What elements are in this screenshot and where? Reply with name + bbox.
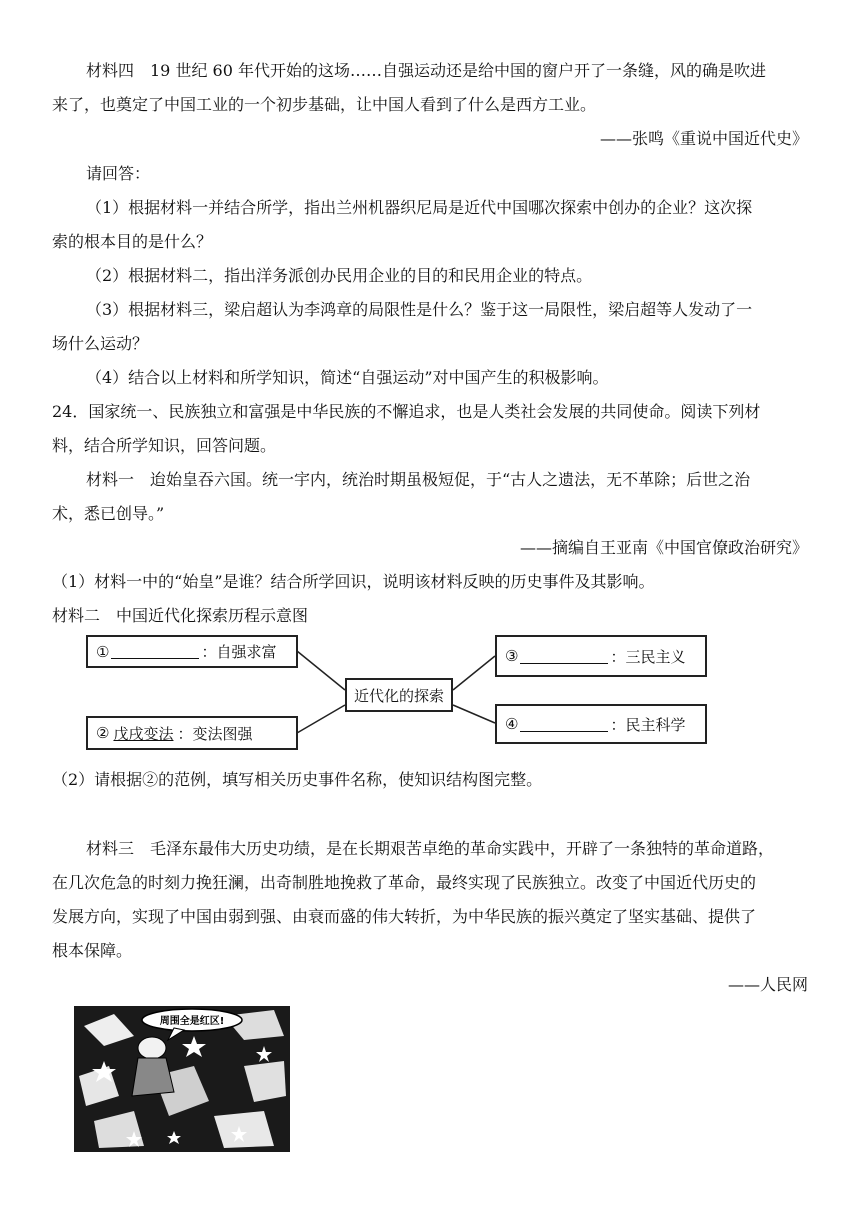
q24-material1-line1: 材料一 迨始皇吞六国。统一宇内，统治时期虽极短促，于“古人之遗法，无不革除；后世之治 (86, 470, 751, 489)
diagram-box-1 (86, 635, 298, 668)
q24-question2: （2）请根据②的范例，填写相关历史事件名称，使知识结构图完整。 (52, 770, 543, 789)
q24-material1-line2: 术，悉已创导。” (52, 504, 165, 523)
q24-material3-line3: 发展方向，实现了中国由弱到强、由衰而盛的伟大转折，为中华民族的振兴奠定了坚实基础、提供了 (52, 907, 757, 926)
q24-question1: （1）材料一中的“始皇”是谁？结合所学回识，说明该材料反映的历史事件及其影响。 (52, 572, 655, 591)
q23-2: （2）根据材料二，指出洋务派创办民用企业的目的和民用企业的特点。 (86, 266, 593, 285)
diagram-box-4 (495, 704, 707, 744)
box1-label: ：自强求富 (201, 643, 277, 661)
q24-material3-line1: 材料三 毛泽东最伟大历史功绩，是在长期艰苦卓绝的革命实践中，开辟了一条独特的革命道路， (86, 839, 775, 858)
cartoon-caption: 周围全是红区! (159, 1016, 225, 1027)
q24-material3-line4: 根本保障。 (52, 941, 133, 960)
q24-material1-source: ——摘编自王亚南《中国官僚政治研究》 (519, 538, 808, 557)
diagram-box-2 (86, 716, 298, 750)
box4-number: ④ (505, 715, 519, 733)
q23-3-line1: （3）根据材料三，梁启超认为李鸿章的局限性是什么？鉴于这一局限性，梁启超等人发动了一 (86, 300, 753, 319)
cartoon-drawing (74, 1006, 290, 1152)
q24-material3-line2: 在几次危急的时刻力挽狂澜，出奇制胜地挽救了革命，最终实现了民族独立。改变了中国近代历史的 (52, 873, 757, 892)
q23-4: （4）结合以上材料和所学知识，简述“自强运动”对中国产生的积极影响。 (86, 368, 609, 387)
q24-material2-title: 材料二 中国近代化探索历程示意图 (52, 606, 309, 625)
box2-filled-answer: 戊戌变法 (113, 724, 174, 743)
prompt-text: 请回答： (86, 164, 151, 183)
q23-1-line1: （1）根据材料一并结合所学，指出兰州机器织尼局是近代中国哪次探索中创办的企业？这次探 (86, 198, 753, 217)
box1-blank[interactable] (111, 644, 199, 659)
box3-label: ：三民主义 (610, 647, 686, 666)
box2-number: ② (96, 724, 110, 742)
diagram-center-box: 近代化的探索 (345, 678, 453, 712)
q24-intro-line1: 24．国家统一、民族独立和富强是中华民族的不懈追求，也是人类社会发展的共同使命。阅读下列材 (52, 402, 761, 421)
q23-1-line2: 索的根本目的是什么？ (52, 232, 213, 251)
box3-number: ③ (505, 647, 519, 665)
q24-intro-line2: 料，结合所学知识，回答问题。 (52, 436, 277, 455)
diagram-box-3 (495, 635, 707, 677)
box1-number: ① (96, 642, 110, 661)
q24-material3-source: ——人民网 (727, 975, 808, 994)
box2-label: ：变法图强 (177, 724, 253, 743)
cartoon-image (74, 1006, 290, 1152)
material4-line2: 来了，也奠定了中国工业的一个初步基础，让中国人看到了什么是西方工业。 (52, 95, 597, 114)
material4-line1: 材料四 19 世纪 60 年代开始的这场……自强运动还是给中国的窗户开了一条缝，风的确是吹进 (86, 61, 766, 80)
q23-3-line2: 场什么运动？ (52, 334, 149, 353)
box3-blank[interactable] (520, 649, 608, 664)
material4-source: ——张鸣《重说中国近代史》 (599, 129, 808, 148)
box4-blank[interactable] (520, 717, 608, 732)
box4-label: ：民主科学 (610, 715, 686, 734)
